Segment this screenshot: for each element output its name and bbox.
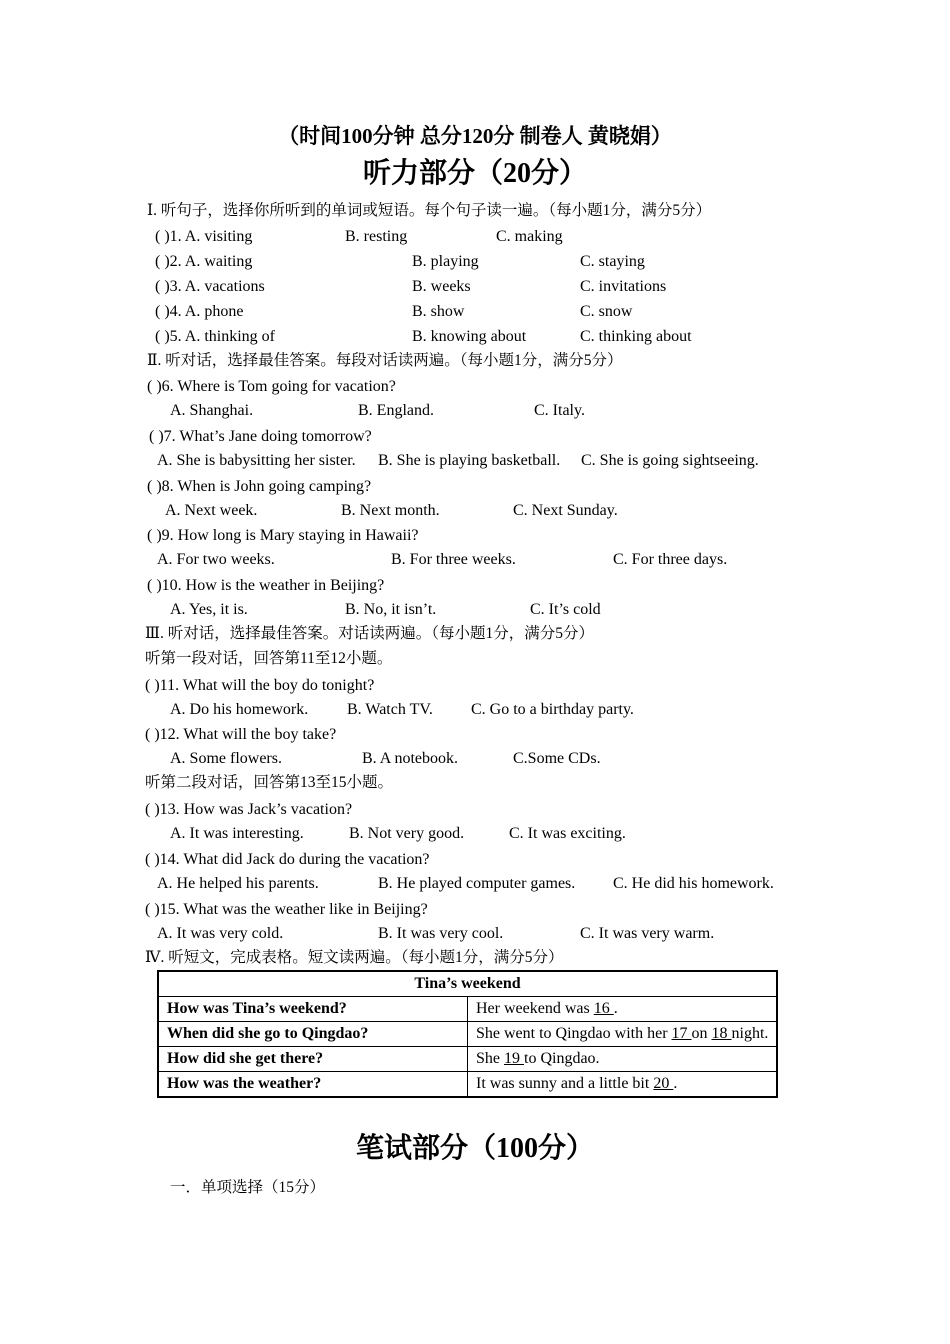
option-c: C. Italy.	[534, 402, 585, 419]
table-question: How was the weather?	[158, 1072, 468, 1098]
question: ( )15. What was the weather like in Beijing?	[145, 901, 428, 918]
writing-title: 笔试部分（100分）	[355, 1133, 594, 1164]
weekend-table	[157, 970, 778, 1098]
question: ( )13. How was Jack’s vacation?	[145, 801, 353, 818]
option-b: B. Watch TV.	[347, 701, 433, 718]
item-prefix: ( )1. A. visiting	[155, 228, 253, 245]
option-b: B. For three weeks.	[391, 551, 516, 568]
option-c: C. staying	[580, 253, 645, 270]
option-c: C. snow	[580, 303, 633, 320]
option-a: A. It was interesting.	[170, 825, 304, 842]
option-a: A. Do his homework.	[170, 701, 309, 718]
part1-instruction: Ⅰ. 听句子，选择你所听到的单词或短语。每个句子读一遍。（每小题1分，满分5分）	[147, 202, 712, 219]
option-a: A. It was very cold.	[157, 925, 284, 942]
item-prefix: ( )3. A. vacations	[155, 278, 265, 295]
question: ( )6. Where is Tom going for vacation?	[147, 378, 396, 395]
table-row	[158, 1022, 777, 1047]
option-a: A. She is babysitting her sister.	[157, 452, 356, 469]
option-c: C. thinking about	[580, 328, 692, 345]
part3-instruction: Ⅲ. 听对话，选择最佳答案。对话读两遍。（每小题1分，满分5分）	[145, 625, 594, 642]
question: ( )7. What’s Jane doing tomorrow?	[149, 428, 372, 445]
blank-20[interactable]: 20	[653, 1075, 674, 1092]
table-title: Tina’s weekend	[158, 971, 777, 997]
question: ( )9. How long is Mary staying in Hawaii?	[147, 527, 419, 544]
dialog1-note: 听第一段对话，回答第11至12小题。	[145, 650, 393, 667]
option-b: B. Not very good.	[349, 825, 465, 842]
part4-instruction: Ⅳ. 听短文，完成表格。短文读两遍。（每小题1分，满分5分）	[145, 949, 564, 966]
option-c: C.Some CDs.	[513, 750, 601, 767]
option-b: B. England.	[358, 402, 434, 419]
option-c: C. making	[496, 228, 563, 245]
option-b: B. knowing about	[412, 328, 527, 345]
writing-section1: 一．单项选择（15分）	[170, 1179, 326, 1196]
table-row	[158, 1047, 777, 1072]
item-prefix: ( )5. A. thinking of	[155, 328, 275, 345]
option-b: B. He played computer games.	[378, 875, 576, 892]
question: ( )11. What will the boy do tonight?	[145, 677, 375, 694]
question: ( )12. What will the boy take?	[145, 726, 337, 743]
option-a: A. Some flowers.	[170, 750, 282, 767]
option-c: C. She is going sightseeing.	[581, 452, 759, 469]
option-c: C. invitations	[580, 278, 667, 295]
part2-instruction: Ⅱ. 听对话，选择最佳答案。每段对话读两遍。（每小题1分，满分5分）	[147, 352, 623, 369]
item-prefix: ( )2. A. waiting	[155, 253, 253, 270]
option-c: C. Next Sunday.	[513, 502, 618, 519]
table-question: How was Tina’s weekend?	[158, 997, 468, 1022]
option-b: B. playing	[412, 253, 479, 270]
option-c: C. For three days.	[613, 551, 728, 568]
table-question: When did she go to Qingdao?	[158, 1022, 468, 1047]
option-a: A. Shanghai.	[170, 402, 254, 419]
option-c: C. Go to a birthday party.	[471, 701, 634, 718]
table-row	[158, 1072, 777, 1098]
option-b: B. Next month.	[341, 502, 440, 519]
option-b: B. No, it isn’t.	[345, 601, 437, 618]
blank-18[interactable]: 18	[711, 1025, 732, 1042]
item-prefix: ( )4. A. phone	[155, 303, 244, 320]
table-answer: She 19 to Qingdao.	[468, 1047, 778, 1072]
option-b: B. weeks	[412, 278, 471, 295]
dialog2-note: 听第二段对话，回答第13至15小题。	[145, 774, 394, 791]
listening-title: 听力部分（20分）	[362, 158, 587, 189]
option-a: A. Yes, it is.	[170, 601, 248, 618]
blank-19[interactable]: 19	[504, 1050, 524, 1067]
blank-17[interactable]: 17	[671, 1025, 692, 1042]
question: ( )8. When is John going camping?	[147, 478, 372, 495]
option-c: C. It was exciting.	[509, 825, 626, 842]
blank-16[interactable]: 16	[593, 1000, 614, 1017]
option-b: B. show	[412, 303, 465, 320]
exam-subtitle: （时间100分钟 总分120分 制卷人 黄晓娟）	[278, 124, 672, 148]
option-c: C. It was very warm.	[580, 925, 715, 942]
question: ( )14. What did Jack do during the vacation?	[145, 851, 430, 868]
option-a: A. Next week.	[165, 502, 258, 519]
table-answer: Her weekend was 16 .	[468, 997, 778, 1022]
option-c: C. It’s cold	[530, 601, 601, 618]
option-b: B. A notebook.	[362, 750, 459, 767]
table-answer: It was sunny and a little bit 20 .	[468, 1072, 778, 1098]
option-b: B. resting	[345, 228, 408, 245]
option-c: C. He did his homework.	[613, 875, 774, 892]
table-row	[158, 997, 777, 1022]
option-a: A. For two weeks.	[157, 551, 275, 568]
table-answer: She went to Qingdao with her 17 on 18 night.	[468, 1022, 778, 1047]
table-question: How did she get there?	[158, 1047, 468, 1072]
option-b: B. She is playing basketball.	[378, 452, 561, 469]
option-b: B. It was very cool.	[378, 925, 504, 942]
option-a: A. He helped his parents.	[157, 875, 319, 892]
question: ( )10. How is the weather in Beijing?	[147, 577, 385, 594]
